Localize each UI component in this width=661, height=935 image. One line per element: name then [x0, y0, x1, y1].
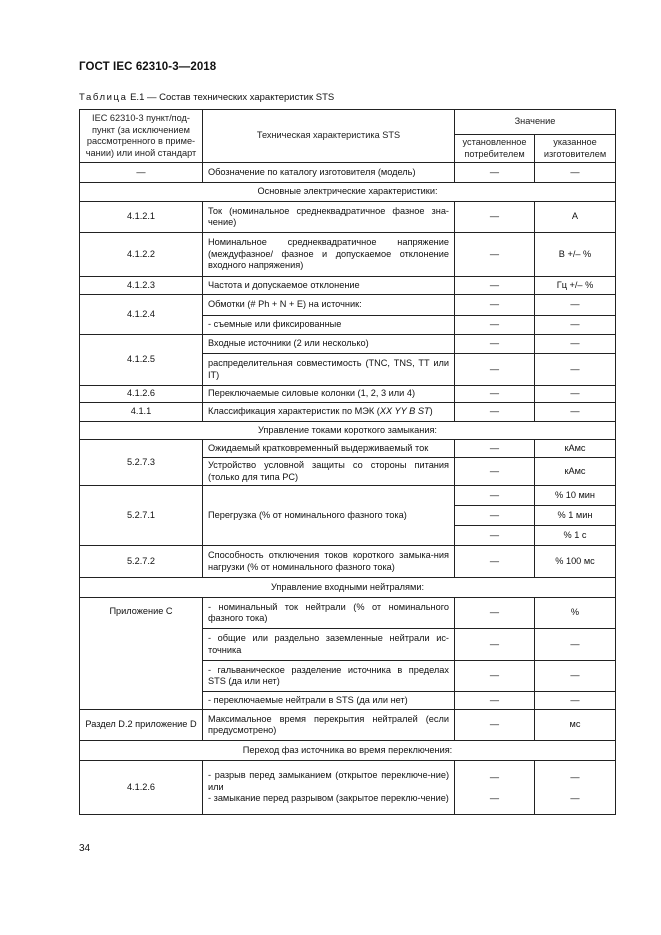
section-neutral: Управление входными нейтралями:: [80, 578, 616, 598]
table-row: 4.1.2.2 Номинальное среднеквадратичное напряжение (междуфазное/ фазное и допускаемое отклонение входного напряжения) — В +/– %: [80, 233, 616, 277]
table-row: 4.1.2.6 Переключаемые силовые колонки (1, 2, 3 или 4) — —: [80, 386, 616, 403]
table-row: - съемные или фиксированные — —: [80, 316, 616, 335]
header-maker-value: указанное изготовителем: [535, 135, 616, 163]
table-row: 4.1.2.6 - разрыв перед замыканием (открытое переключе-ние) или - замыкание перед разрывом (закрытое переклю-чение) — — — —: [80, 761, 616, 815]
table-row: — Обозначение по каталогу изготовителя (модель) — —: [80, 163, 616, 183]
table-row: Приложение С - номинальный ток нейтрали (% от номинального фазного тока) — %: [80, 598, 616, 629]
table-row: распределительная совместимость (TNC, TNS, TT или IT) — —: [80, 354, 616, 386]
table-row: 4.1.2.1 Ток (номинальное среднеквадратичное фазное зна-чение) — А: [80, 202, 616, 233]
section-row: [80, 741, 616, 761]
table-row: - общие или раздельно заземленные нейтрали ис-точника — —: [80, 629, 616, 661]
table-row: 4.1.2.4 Обмотки (# Ph + N + E) на источник: — —: [80, 295, 616, 316]
table-header-row: [80, 110, 616, 135]
table-row: 4.1.1 Классификация характеристик по МЭК (XX YY B ST) — —: [80, 403, 616, 422]
page-number: 34: [79, 843, 91, 854]
table-row: — % 1 с: [80, 526, 616, 546]
section-row: [80, 422, 616, 440]
section-phase-transfer: Переход фаз источника во время переключения:: [80, 741, 616, 761]
table-row: Устройство условной защиты со стороны питания (только для типа PC) — кАмс: [80, 458, 616, 486]
section-row: [80, 578, 616, 598]
document-title: ГОСТ IEC 62310-3—2018: [79, 61, 217, 73]
caption-text: — Состав технических характеристик STS: [144, 92, 335, 103]
table-row: - переключаемые нейтрали в STS (да или нет) — —: [80, 692, 616, 710]
table-row: 4.1.2.3 Частота и допускаемое отклонение — Гц +/– %: [80, 277, 616, 295]
table-caption: [79, 92, 334, 103]
table-row: 5.2.7.3 Ожидаемый кратковременный выдерживаемый ток — кАмс: [80, 440, 616, 458]
section-row: [80, 183, 616, 202]
spec-table: [79, 109, 616, 815]
header-clause: IEC 62310-3 пункт/под-пункт (за исключением рассмотренного в приме-чании) или иной стандарт: [80, 110, 203, 163]
table-row: 4.1.2.5 Входные источники (2 или несколько) — —: [80, 335, 616, 354]
caption-label: Таблица: [79, 92, 128, 103]
header-value-group: Значение: [455, 110, 616, 135]
table-row: 5.2.7.2 Способность отключения токов короткого замыка-ния нагрузки (% от номинального фазного тока) — % 100 мс: [80, 546, 616, 578]
table-row: - гальваническое разделение источника в пределах STS (да или нет) — —: [80, 661, 616, 692]
section-electrical: Основные электрические характеристики:: [80, 183, 616, 202]
table-row: 5.2.7.1 Перегрузка (% от номинального фазного тока) — % 10 мин: [80, 486, 616, 506]
header-characteristic: Техническая характеристика STS: [203, 110, 455, 163]
table-row: Раздел D.2 приложение D Максимальное время перекрытия нейтралей (если предусмотрено) — мс: [80, 710, 616, 741]
table-row: — % 1 мин: [80, 506, 616, 526]
caption-number: Е.1: [130, 92, 145, 103]
section-short-circuit: Управление токами короткого замыкания:: [80, 422, 616, 440]
header-user-value: установленное потребителем: [455, 135, 535, 163]
